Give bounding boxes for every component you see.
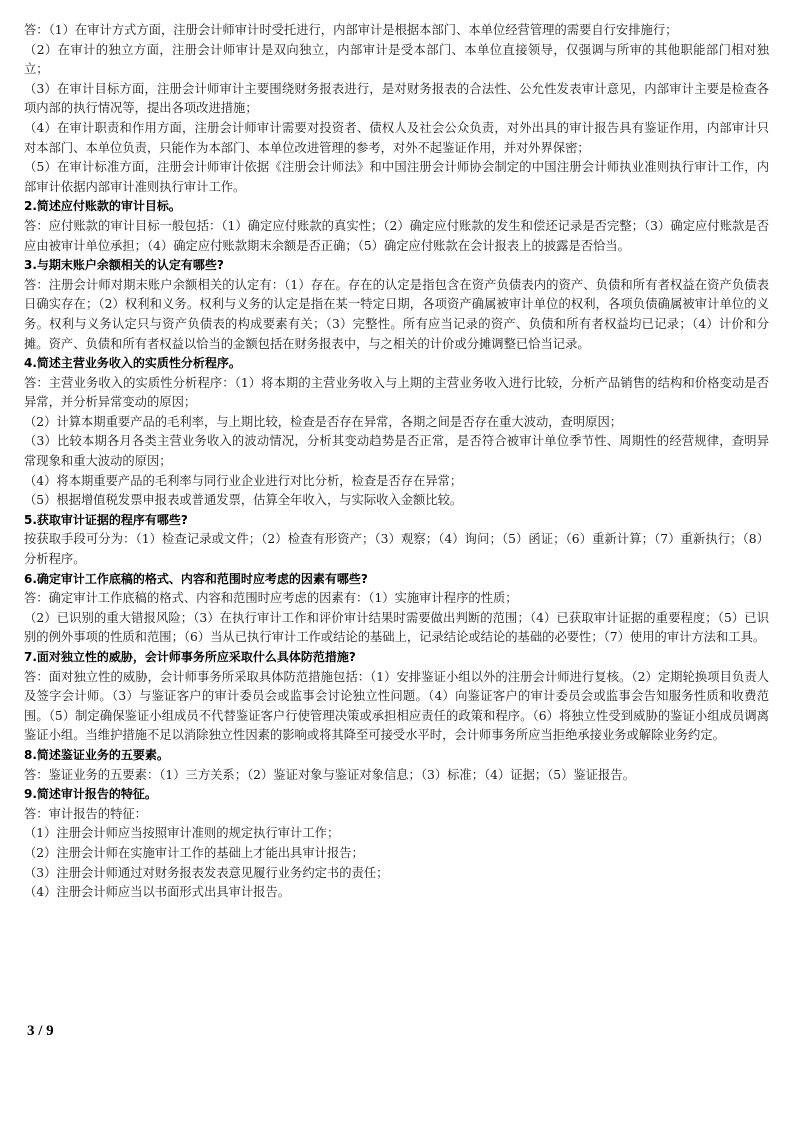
section-heading: 6.确定审计工作底稿的格式、内容和范围时应考虑的因素有哪些? <box>24 571 368 586</box>
paragraph: 答：（1）在审计方式方面，注册会计师审计时受托进行，内部审计是根据本部门、本单位经营管理的需要自行安排施行； <box>24 23 678 37</box>
section-heading: 2.简述应付账款的审计目标。 <box>24 199 181 214</box>
section-heading: 5.获取审计证据的程序有哪些? <box>24 512 188 527</box>
paragraph: 答：应付账款的审计目标一般包括：（1）确定应付账款的真实性；（2）确定应付账款的发生和偿还记录是否完整；（3）确定应付账款是否应由被审计单位承担；（4）确定应付账款期末余额是否正确；（5）确定应付账款在会计报表上的披露是否恰当。 <box>24 218 769 253</box>
paragraph: 答：确定审计工作底稿的格式、内容和范围时应考虑的因素有：（1）实施审计程序的性质； <box>24 591 518 606</box>
section-heading: 7.面对独立性的威胁，会计师事务所应采取什么具体防范措施? <box>24 650 356 664</box>
document-body <box>24 21 769 903</box>
paragraph: （5）在审计标准方面，注册会计师审计依据《注册会计师法》和中国注册会计师协会制定的中国注册会计师执业准则执行审计工作，内部审计依据内部审计准则执行审计工作。 <box>24 160 769 194</box>
paragraph: （2）已识别的重大错报风险；（3）在执行审计工作和评价审计结果时需要做出判断的范围；（4）已获取审计证据的重要程度；（5）已识别的例外事项的性质和范围；（6）当从已执行审计工作或结论的基础上，记录结论或结论的基础的必要性；（7）使用的审计方法和工具。 <box>24 610 769 645</box>
paragraph: （2）计算本期重要产品的毛利率，与上期比较，检查是否存在异常，各期之间是否存在重大波动，查明原因； <box>24 414 623 429</box>
paragraph: （4）在审计职责和作用方面，注册会计师审计需要对投资者、债权人及社会公众负责，对外出具的审计报告具有鉴证作用，内部审计只对本部门、本单位负责，只能作为本部门、本单位改进管理的参考，对外不起鉴证作用，并对外界保密； <box>24 120 769 155</box>
paragraph: （3）比较本期各月各类主营业务收入的波动情况，分析其变动趋势是否正常，是否符合被审计单位季节性、周期性的经营规律，查明异常现象和重大波动的原因； <box>24 434 769 469</box>
paragraph: 答：鉴证业务的五要素：（1）三方关系；（2）鉴证对象与鉴证对象信息；（3）标准；（4）证据；（5）鉴证报告。 <box>24 767 635 782</box>
paragraph: （3）注册会计师通过对财务报表发表意见履行业务约定书的责任； <box>24 865 389 880</box>
paragraph: 答：注册会计师对期末账户余额相关的认定有：（1）存在。存在的认定是指包含在资产负债表内的资产、负债和所有者权益在资产负债表日确实存在；（2）权利和义务。权利与义务的认定是指在某一特定日期，各项资产确属被审计单位的权利，各项负债确属被审计单位的义务。权利与义务认定只与资产负债表的构成要素有关；（3）完整性。所有应当记录的资产、负债和所有者权益均已记录；（4）计价和分摊。资产、负债和所有者权益以恰当的金额包括在财务报表中，与之相关的计价或分摊调整已恰当记录。 <box>24 277 769 351</box>
section-heading: 8.简述鉴证业务的五要素。 <box>24 747 169 762</box>
section-heading: 9.简述审计报告的特征。 <box>24 787 157 802</box>
paragraph: （4）将本期重要产品的毛利率与同行业企业进行对比分析，检查是否存在异常； <box>24 473 463 488</box>
paragraph: （2）在审计的独立方面，注册会计师审计是双向独立，内部审计是受本部门、本单位直接领导，仅强调与所审的其他职能部门相对独立； <box>24 42 769 77</box>
paragraph: （1）注册会计师应当按照审计准则的规定执行审计工作； <box>24 826 340 841</box>
paragraph: 按获取手段可分为：（1）检查记录或文件；（2）检查有形资产；（3）观察；（4）询问；（5）函证；（6）重新计算；（7）重新执行；（8）分析程序。 <box>24 532 769 567</box>
section-heading: 4.简述主营业务收入的实质性分析程序。 <box>24 356 241 371</box>
section-heading: 3.与期末账户余额相关的认定有哪些? <box>24 258 224 273</box>
paragraph: 答：审计报告的特征： <box>24 806 147 821</box>
paragraph: （3）在审计目标方面，注册会计师审计主要围绕财务报表进行，是对财务报表的合法性、公允性发表审计意见，内部审计主要是检查各项内部的执行情况等，提出各项改进措施； <box>24 81 769 116</box>
page-number: 3 / 9 <box>27 1023 54 1039</box>
paragraph: 答：面对独立性的威胁，会计师事务所采取具体防范措施包括：（1）安排鉴证小组以外的注册会计师进行复核。（2）定期轮换项目负责人及签字会计师。（3）与鉴证客户的审计委员会或监事会讨论独立性问题。（4）向鉴证客户的审计委员会或监事会告知服务性质和收费范围。（5）制定确保鉴证小组成员不代替鉴证客户行使管理决策或承担相应责任的政策和程序。（6）将独立性受到威胁的鉴证小组成员调离鉴证小组。当维护措施不足以消除独立性因素的影响或将其降至可接受水平时，会计师事务所应当拒绝承接业务或解除业务约定。 <box>24 669 769 743</box>
paragraph: 答：主营业务收入的实质性分析程序：（1）将本期的主营业务收入与上期的主营业务收入进行比较，分析产品销售的结构和价格变动是否异常，并分析异常变动的原因； <box>24 375 769 410</box>
paragraph: （2）注册会计师在实施审计工作的基础上才能出具审计报告； <box>24 845 364 860</box>
paragraph: （4）注册会计师应当以书面形式出具审计报告。 <box>24 885 291 900</box>
paragraph: （5）根据增值税发票申报表或普通发票，估算全年收入，与实际收入金额比较。 <box>24 493 463 508</box>
